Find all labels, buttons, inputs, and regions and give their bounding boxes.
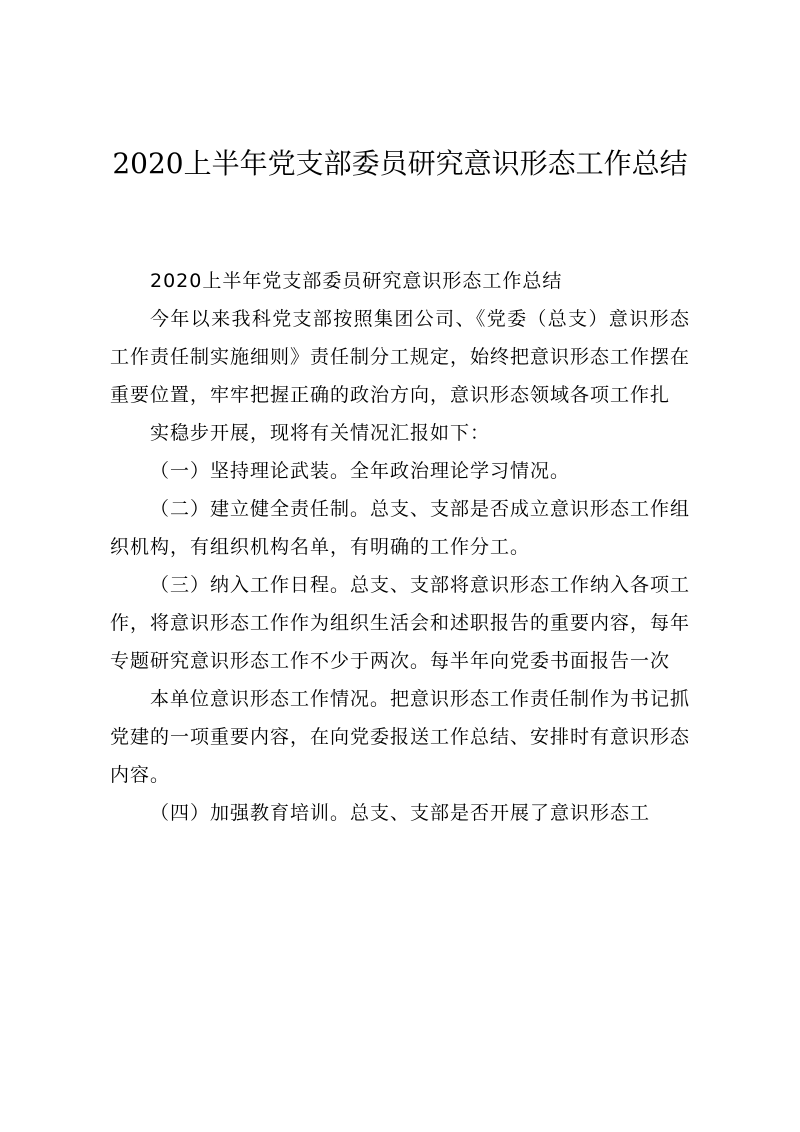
document-body bbox=[110, 262, 690, 832]
paragraph-item-3: （三）纳入工作日程。总支、支部将意识形态工作纳入各项工作，将意识形态工作作为组织生活会和述职报告的重要内容，每年专题研究意识形态工作不少于两次。每半年向党委书面报告一次 bbox=[110, 574, 691, 672]
paragraph-item-4: （四）加强教育培训。总支、支部是否开展了意识形态工 bbox=[150, 802, 651, 824]
document-title: 2020上半年党支部委员研究意识形态工作总结 bbox=[112, 147, 688, 180]
paragraph-continuation: 实稳步开展，现将有关情况汇报如下： bbox=[150, 422, 491, 444]
paragraph-intro: 今年以来我科党支部按照集团公司、《党委（总支）意识形态工作责任制实施细则》责任制分工规定，始终把意识形态工作摆在重要位置，牢牢把握正确的政治方向，意识形态领域各项工作扎 bbox=[110, 308, 691, 406]
paragraph-item-1: （一）坚持理论武装。全年政治理论学习情况。 bbox=[150, 460, 571, 482]
paragraph-heading-repeat: 2020上半年党支部委员研究意识形态工作总结 bbox=[150, 270, 563, 292]
paragraph-item-3-continued: 本单位意识形态工作情况。把意识形态工作责任制作为书记抓党建的一项重要内容，在向党委报送工作总结、安排时有意识形态内容。 bbox=[110, 688, 691, 786]
paragraph-item-2: （二）建立健全责任制。总支、支部是否成立意识形态工作组织机构，有组织机构名单，有明确的工作分工。 bbox=[110, 498, 691, 558]
